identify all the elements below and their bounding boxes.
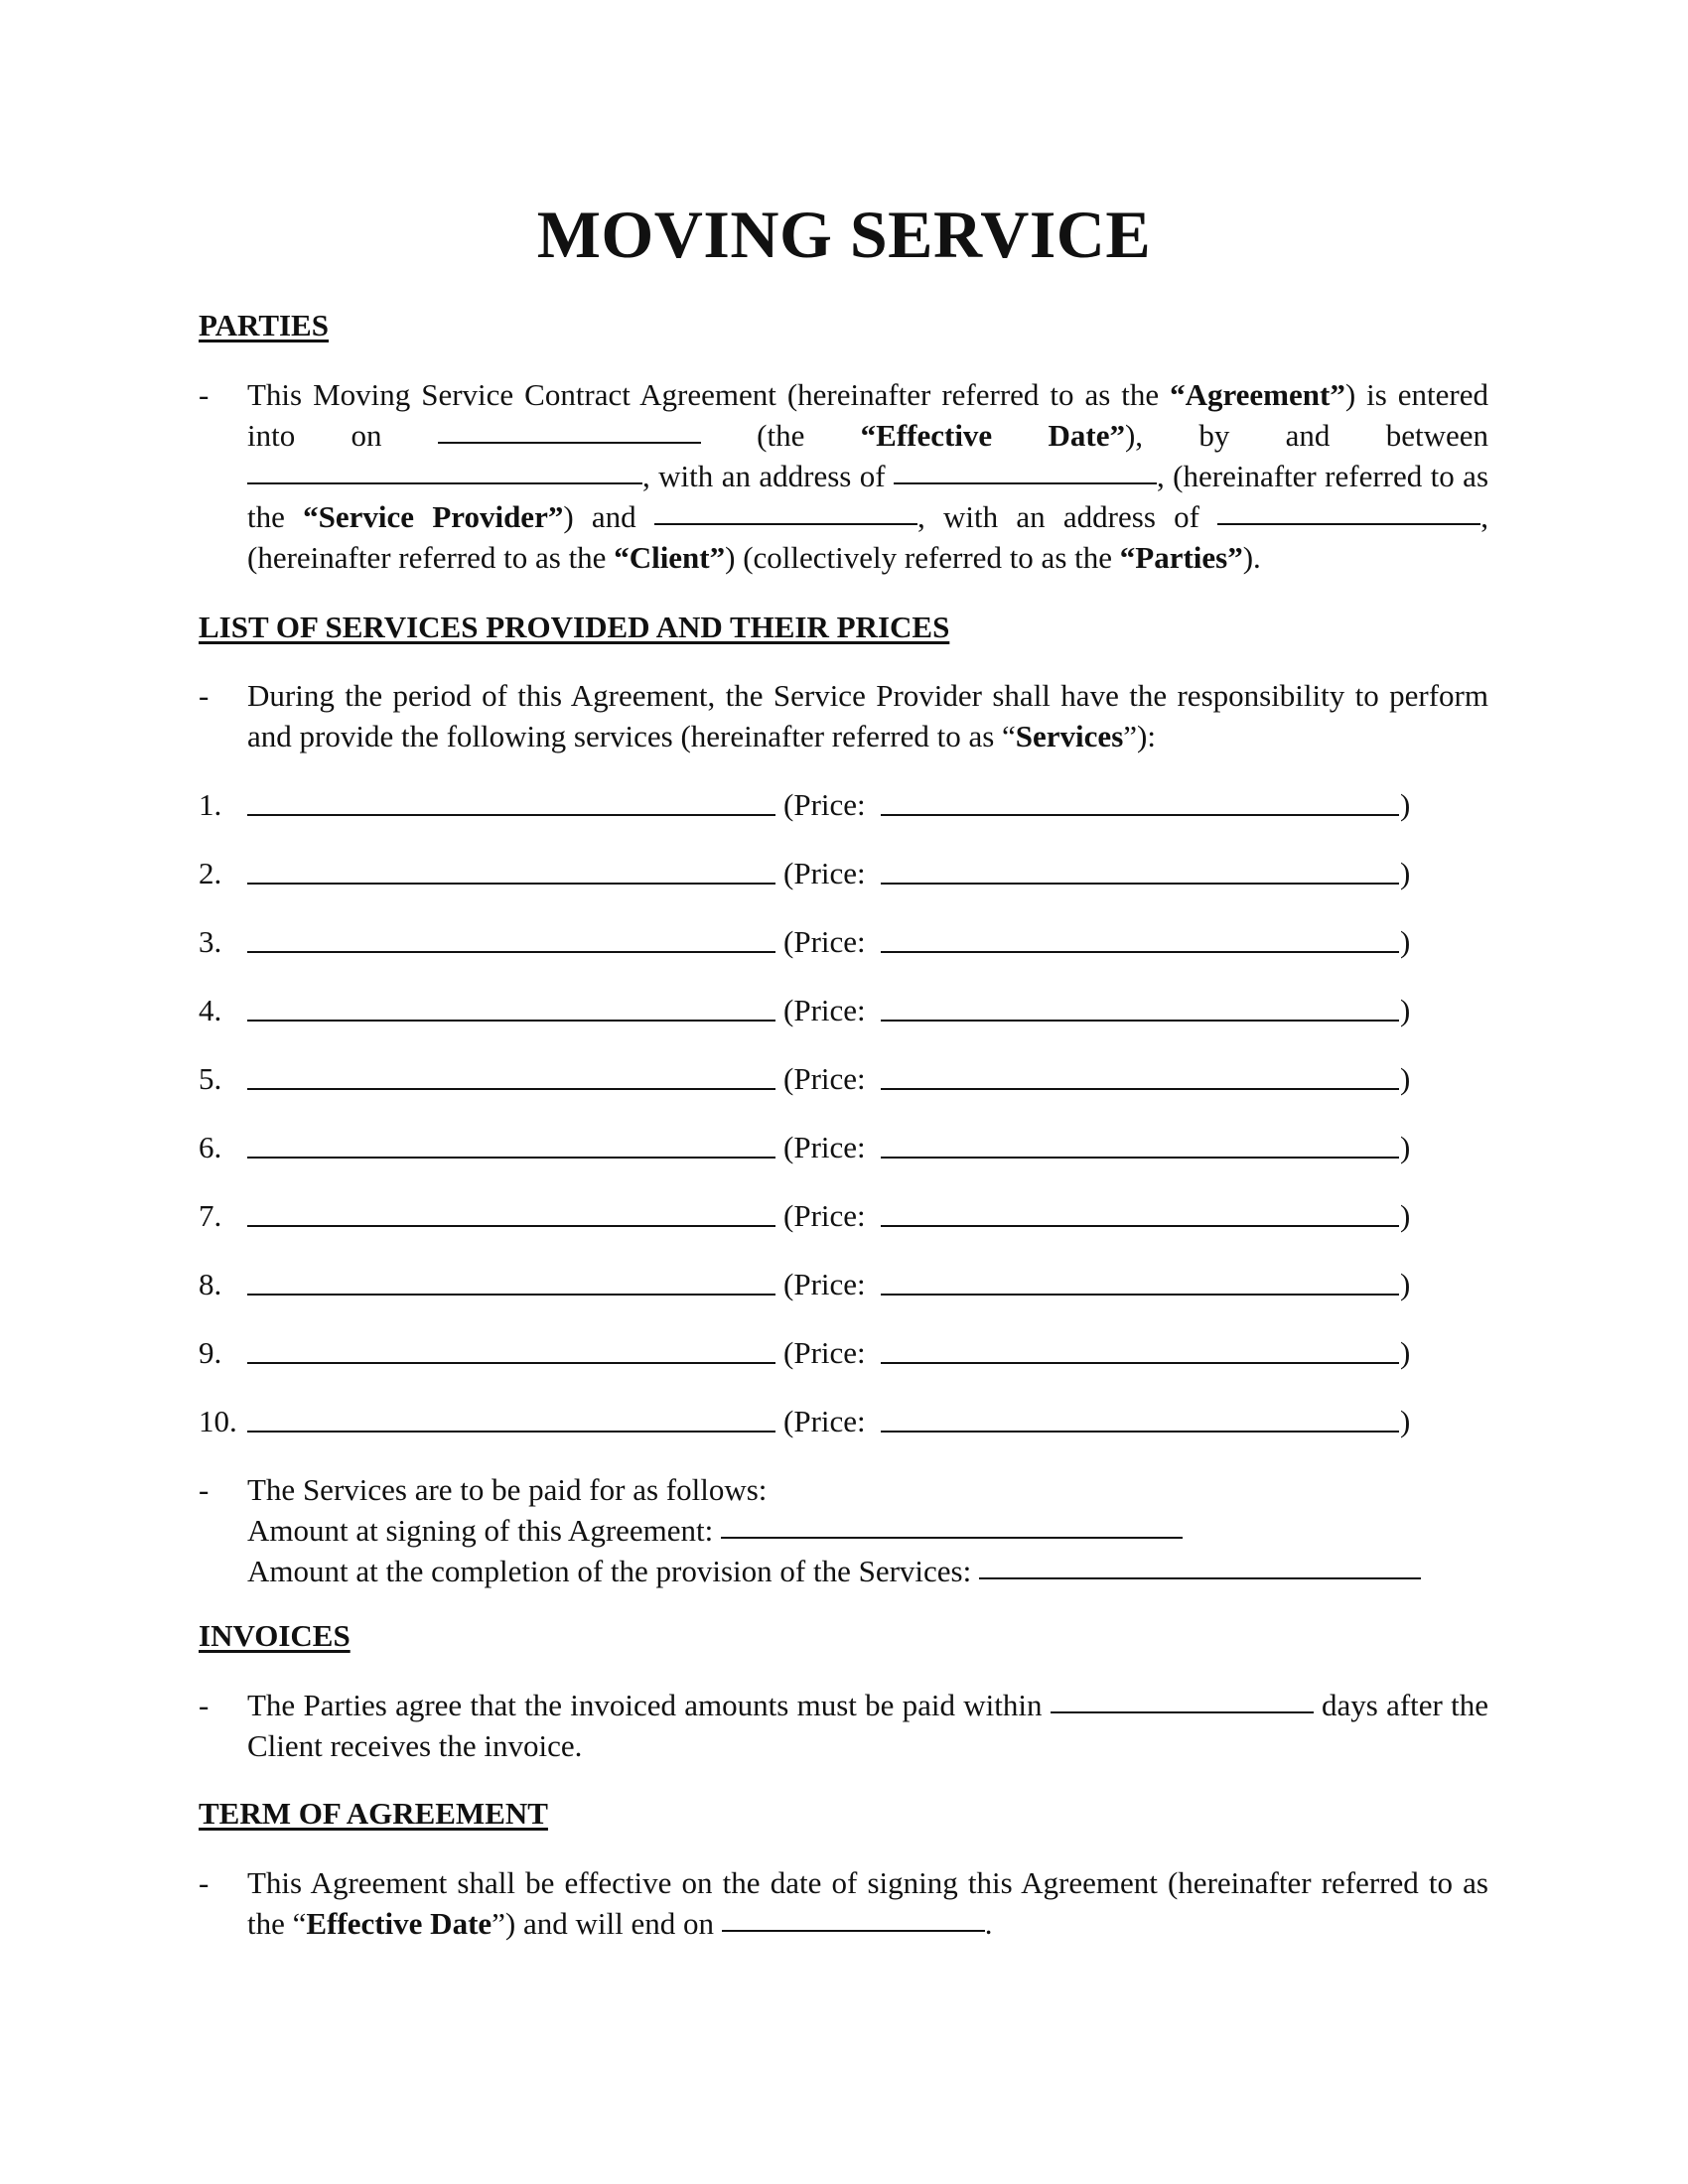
- close-paren: ): [1400, 1267, 1411, 1301]
- section-heading-parties: PARTIES: [199, 308, 329, 342]
- section-heading-term: TERM OF AGREEMENT: [199, 1796, 548, 1831]
- client-name-blank[interactable]: [654, 522, 917, 525]
- close-paren: ): [1400, 924, 1411, 959]
- price-label: (Price:: [783, 924, 866, 959]
- price-label: (Price:: [783, 1335, 866, 1370]
- close-paren: ): [1400, 993, 1411, 1027]
- price-blank[interactable]: [881, 1157, 1399, 1159]
- close-paren: ): [1400, 1198, 1411, 1233]
- item-number: 3.: [199, 924, 222, 959]
- service-blank[interactable]: [247, 1431, 775, 1433]
- section-heading-services: LIST OF SERVICES PROVIDED AND THEIR PRICES: [199, 610, 950, 644]
- section-heading-invoices: INVOICES: [199, 1618, 351, 1653]
- close-paren: ): [1400, 856, 1411, 890]
- parties-paragraph: This Moving Service Contract Agreement (hereinafter referred to as the “Agreement”) is entered into on (the “Effective Date”), by and between , with an address of , (hereinafter referred to as the “Service Provider”) and , with an address of , (hereinafter referred to as the “Client”) (collectively referred to as the “Parties”).: [247, 377, 1489, 575]
- price-blank[interactable]: [881, 1362, 1399, 1364]
- price-blank[interactable]: [881, 1088, 1399, 1090]
- price-label: (Price:: [783, 1198, 866, 1233]
- payment-days-blank[interactable]: [1051, 1710, 1314, 1713]
- end-date-blank[interactable]: [722, 1929, 985, 1932]
- service-blank[interactable]: [247, 814, 775, 816]
- close-paren: ): [1400, 1404, 1411, 1438]
- price-label: (Price:: [783, 993, 866, 1027]
- item-number: 9.: [199, 1335, 222, 1370]
- close-paren: ): [1400, 1335, 1411, 1370]
- bullet-dash: -: [199, 1865, 210, 1900]
- bullet-dash: -: [199, 377, 210, 412]
- close-paren: ): [1400, 1061, 1411, 1096]
- payment-completion-line: Amount at the completion of the provision of the Services:: [247, 1551, 1488, 1591]
- payment-signing-line: Amount at signing of this Agreement:: [247, 1510, 1488, 1551]
- item-number: 4.: [199, 993, 222, 1027]
- close-paren: ): [1400, 787, 1411, 822]
- price-blank[interactable]: [881, 1431, 1399, 1433]
- price-blank[interactable]: [881, 1294, 1399, 1296]
- close-paren: ): [1400, 1130, 1411, 1164]
- price-blank[interactable]: [881, 1020, 1399, 1022]
- signing-amount-blank[interactable]: [721, 1536, 1183, 1539]
- service-blank[interactable]: [247, 951, 775, 953]
- price-label: (Price:: [783, 787, 866, 822]
- item-number: 10.: [199, 1404, 237, 1438]
- item-number: 7.: [199, 1198, 222, 1233]
- item-number: 2.: [199, 856, 222, 890]
- payment-terms: [247, 1469, 1488, 1591]
- item-number: 5.: [199, 1061, 222, 1096]
- price-label: (Price:: [783, 1404, 866, 1438]
- invoices-paragraph: The Parties agree that the invoiced amounts must be paid within days after the Client receives the invoice.: [247, 1688, 1488, 1763]
- service-blank[interactable]: [247, 1225, 775, 1227]
- price-blank[interactable]: [881, 883, 1399, 885]
- payment-intro: The Services are to be paid for as follows:: [247, 1472, 768, 1507]
- provider-name-blank[interactable]: [247, 481, 642, 484]
- term-paragraph: This Agreement shall be effective on the date of signing this Agreement (hereinafter referred to as the “Effective Date”) and will end on .: [247, 1865, 1488, 1941]
- bullet-dash: -: [199, 1688, 210, 1722]
- price-label: (Price:: [783, 1267, 866, 1301]
- price-blank[interactable]: [881, 814, 1399, 816]
- service-blank[interactable]: [247, 1020, 775, 1022]
- client-address-blank[interactable]: [1217, 522, 1480, 525]
- item-number: 8.: [199, 1267, 222, 1301]
- item-number: 6.: [199, 1130, 222, 1164]
- price-blank[interactable]: [881, 951, 1399, 953]
- price-label: (Price:: [783, 1061, 866, 1096]
- bullet-dash: -: [199, 678, 210, 713]
- bullet-dash: -: [199, 1472, 210, 1507]
- provider-address-blank[interactable]: [894, 481, 1157, 484]
- service-blank[interactable]: [247, 1157, 775, 1159]
- price-label: (Price:: [783, 1130, 866, 1164]
- service-blank[interactable]: [247, 1088, 775, 1090]
- item-number: 1.: [199, 787, 222, 822]
- services-intro: During the period of this Agreement, the Service Provider shall have the responsibility to perform and provide the following services (hereinafter referred to as “Services”):: [247, 678, 1488, 753]
- completion-amount-blank[interactable]: [979, 1576, 1421, 1579]
- document-title: MOVING SERVICE: [536, 197, 1152, 272]
- service-blank[interactable]: [247, 1362, 775, 1364]
- service-blank[interactable]: [247, 1294, 775, 1296]
- price-label: (Price:: [783, 856, 866, 890]
- price-blank[interactable]: [881, 1225, 1399, 1227]
- service-blank[interactable]: [247, 883, 775, 885]
- effective-date-blank[interactable]: [438, 441, 701, 444]
